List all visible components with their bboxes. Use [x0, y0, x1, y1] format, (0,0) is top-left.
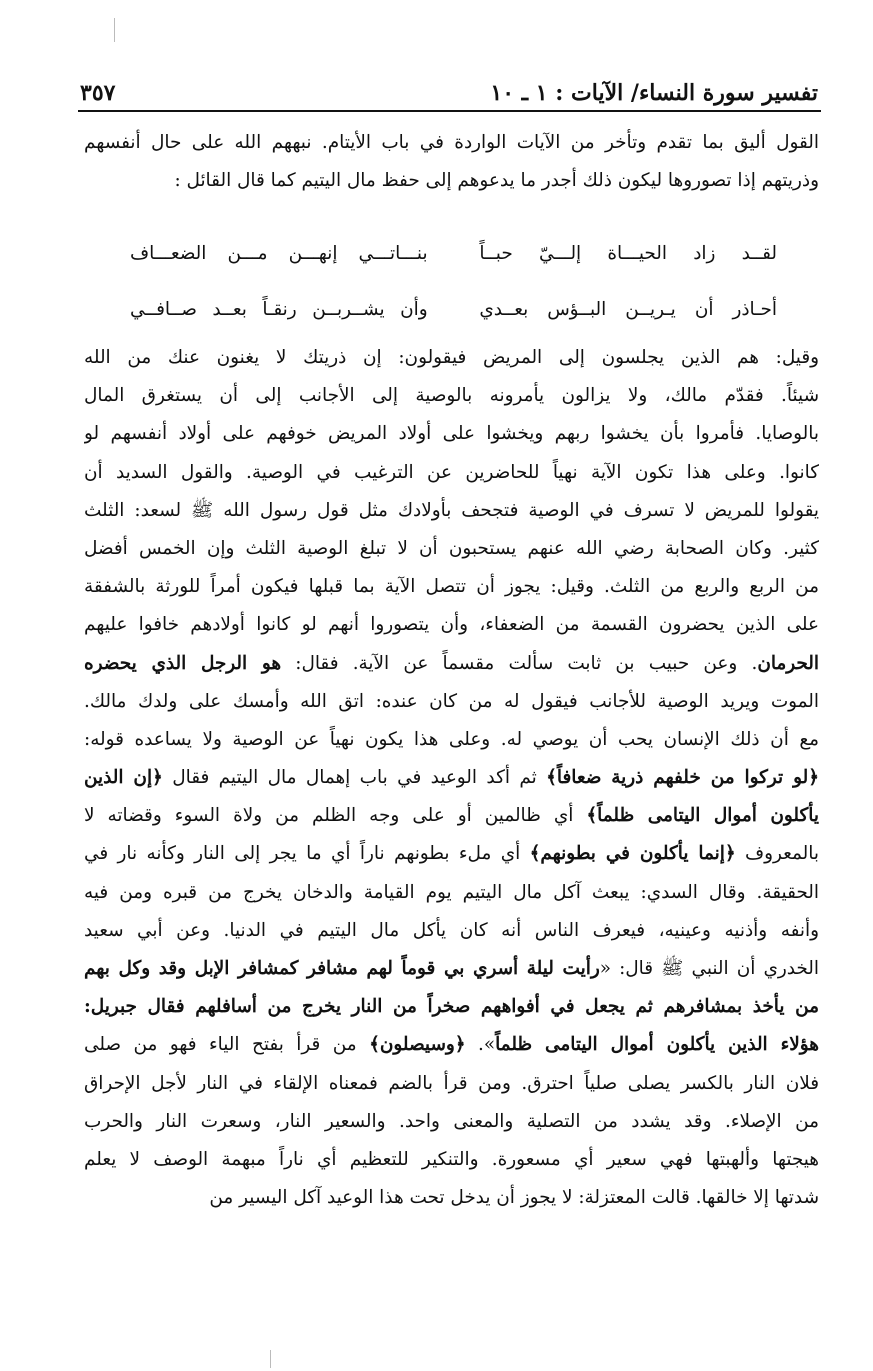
- text-line: [84, 912, 819, 950]
- text-line: [84, 988, 819, 1026]
- text-segment: على الذين يحضرون القسمة من الضعفاء، وأن يتصوروا أنهم لو كانوا أولادهم خافوا عليهم: [84, 614, 819, 636]
- bold-text-segment: من يأخذ بمشافرهم ثم يجعل في أفواههم صخراً من النار يخرج من أسافلهم فقال جبريل:: [84, 996, 819, 1018]
- text-line: وذريتهم إذا تصوروها ليكون ذلك أجدر ما يدعوهم إلى حفظ مال اليتيم كما قال القائل :: [174, 170, 819, 192]
- text-segment: أي ظالمين أو على وجه الظلم من ولاة السوء وقضاته لا: [84, 805, 587, 827]
- bold-text-segment: هو الرجل الذي يحضره: [84, 652, 282, 674]
- scan-mark-top: [114, 18, 115, 42]
- text-segment: فلان النار بالكسر يصلى صلياً احترق. ومن قرأ بالضم فمعناه الإلقاء في النار لأجل الإحراق: [84, 1072, 819, 1094]
- text-segment: كانوا. وعلى هذا تكون الآية نهياً للحاضرين عن الترغيب في الوصية. والقول السديد أن: [84, 461, 819, 483]
- bold-text-segment: ﴿لو تركوا من خلفهم ذرية ضعافاً﴾: [546, 767, 819, 789]
- main-paragraph: [84, 339, 819, 1217]
- poem-verse: [130, 226, 777, 282]
- text-line: [84, 377, 819, 415]
- intro-paragraph: [84, 124, 819, 200]
- text-segment: . وعن حبيب بن ثابت سألت مقسماً عن الآية. فقال:: [281, 652, 758, 674]
- text-segment: الموت ويريد الوصية للأجانب فيقول له من كان عنده: اتق الله وأمسك على ولدك مالك.: [84, 690, 819, 712]
- text-segment: بالوصايا. فأمروا بأن يخشوا ربهم ويخشوا على أولاد المريض خوفهم على أولاد أنفسهم لو: [84, 423, 819, 445]
- text-line: [84, 1179, 819, 1217]
- verse-second-hemistich: بنـــاتـــي إنهـــن مـــن الضعـــاف: [130, 243, 428, 264]
- poem-verses: [130, 226, 777, 338]
- text-line: [84, 797, 819, 835]
- bold-text-segment: الحرمان: [757, 652, 819, 674]
- text-segment: من الربع والربع من الثلث. وقيل: يجوز أن تتصل الآية بما قبلها فيكون أمراً للورثة بالشفقة: [84, 576, 819, 598]
- bold-text-segment: ﴿إنما يأكلون في بطونهم﴾: [529, 843, 736, 865]
- page-header: [80, 72, 818, 106]
- text-line: [84, 568, 819, 606]
- text-line: [84, 1103, 819, 1141]
- text-segment: بالمعروف: [735, 843, 819, 865]
- text-line: [84, 492, 819, 530]
- text-line: القول أليق بما تقدم وتأخر من الآيات الواردة في باب الأيتام. نبههم الله على حال أنفسهم: [84, 132, 819, 153]
- text-segment: شيئاً. فقدّم مالك، ولا يزالون يأمرونه بالوصية إلى الأجانب إلى أن يستغرق المال: [84, 385, 819, 407]
- text-segment: الحقيقة. وقال السدي: يبعث آكل مال اليتيم يوم القيامة والدخان يخرج من قبره ومن فيه: [84, 881, 819, 903]
- text-line: [84, 759, 819, 797]
- text-line: [84, 835, 819, 873]
- text-segment: وأنفه وأذنيه وعينيه، فيعرف الناس أنه كان يأكل مال اليتيم في الدنيا. وعن أبي سعيد: [84, 919, 819, 941]
- bold-text-segment: هؤلاء الذين يأكلون أموال اليتامى ظلماً: [495, 1034, 819, 1056]
- text-line: [84, 606, 819, 644]
- text-line: [84, 1026, 819, 1064]
- scan-mark-bottom: [270, 1350, 271, 1368]
- running-title: تفسير سورة النساء/ الآيات : ١ ـ ١٠: [490, 80, 818, 106]
- bold-text-segment: ﴿وسيصلون﴾: [369, 1034, 466, 1056]
- page-number: ٣٥٧: [80, 80, 116, 106]
- verse-first-hemistich: أحـاذر أن يـريــن البــؤس بعــدي: [479, 299, 777, 320]
- text-line: [84, 454, 819, 492]
- text-segment: كثير. وكان الصحابة رضي الله عنهم يستحبون أن لا تبلغ الوصية الثلث وإن الخمس أفضل: [84, 537, 819, 559]
- bold-text-segment: رأيت ليلة أسري بي قوماً لهم مشافر كمشافر الإبل وقد وكل بهم: [84, 958, 600, 979]
- text-segment: شدتها إلا خالقها. قالت المعتزلة: لا يجوز أن يدخل تحت هذا الوعيد آكل اليسير من: [209, 1187, 819, 1209]
- verse-first-hemistich: لقــد زاد الحيـــاة إلـــيّ حبــاً: [479, 243, 777, 264]
- header-rule: [78, 110, 821, 112]
- text-segment: ».: [465, 1034, 496, 1056]
- text-line: [84, 683, 819, 721]
- bold-text-segment: ﴿إن الذين: [84, 767, 163, 789]
- text-segment: أي ملء بطونهم ناراً أي ما يجر إلى النار وكأنه نار في: [84, 843, 530, 865]
- text-segment: الخدري أن النبي ﷺ قال: «: [599, 958, 819, 979]
- verse-second-hemistich: وأن يشــربــن رنقـاً بعــد صــافــي: [130, 299, 428, 320]
- poem-verse: [130, 282, 777, 338]
- text-line: [84, 339, 819, 377]
- text-line: [84, 950, 819, 988]
- text-segment: هيجتها وألهبتها فهي سعير أي مسعورة. والتنكير للتعظيم أي ناراً مبهمة الوصف لا يعلم: [84, 1148, 819, 1170]
- text-line: [84, 645, 819, 683]
- text-line: [84, 530, 819, 568]
- text-segment: من قرأ بفتح الياء فهو من صلى: [84, 1034, 370, 1056]
- text-segment: يقولوا للمريض لا تسرف في الوصية فتجحف بأولادك مثل قول رسول الله ﷺ لسعد: الثلث: [84, 499, 819, 521]
- text-line: [84, 721, 819, 759]
- text-segment: ثم أكد الوعيد في باب إهمال مال اليتيم فقال: [162, 767, 547, 789]
- text-line: [84, 1065, 819, 1103]
- text-line: [84, 874, 819, 912]
- text-segment: من الإصلاء. وقد يشدد من التصلية والمعنى واحد. والسعير النار، وسعرت النار والحرب: [84, 1110, 819, 1132]
- bold-text-segment: يأكلون أموال اليتامى ظلماً﴾: [586, 805, 819, 827]
- text-line: [84, 1141, 819, 1179]
- text-segment: مع أن ذلك الإنسان يحب أن يوصي له. وعلى هذا يكون نهياً عن الوصية ولا يساعده قوله:: [84, 728, 819, 750]
- text-line: [84, 415, 819, 453]
- text-segment: وقيل: هم الذين يجلسون إلى المريض فيقولون: إن ذريتك لا يغنون عنك من الله: [84, 347, 819, 368]
